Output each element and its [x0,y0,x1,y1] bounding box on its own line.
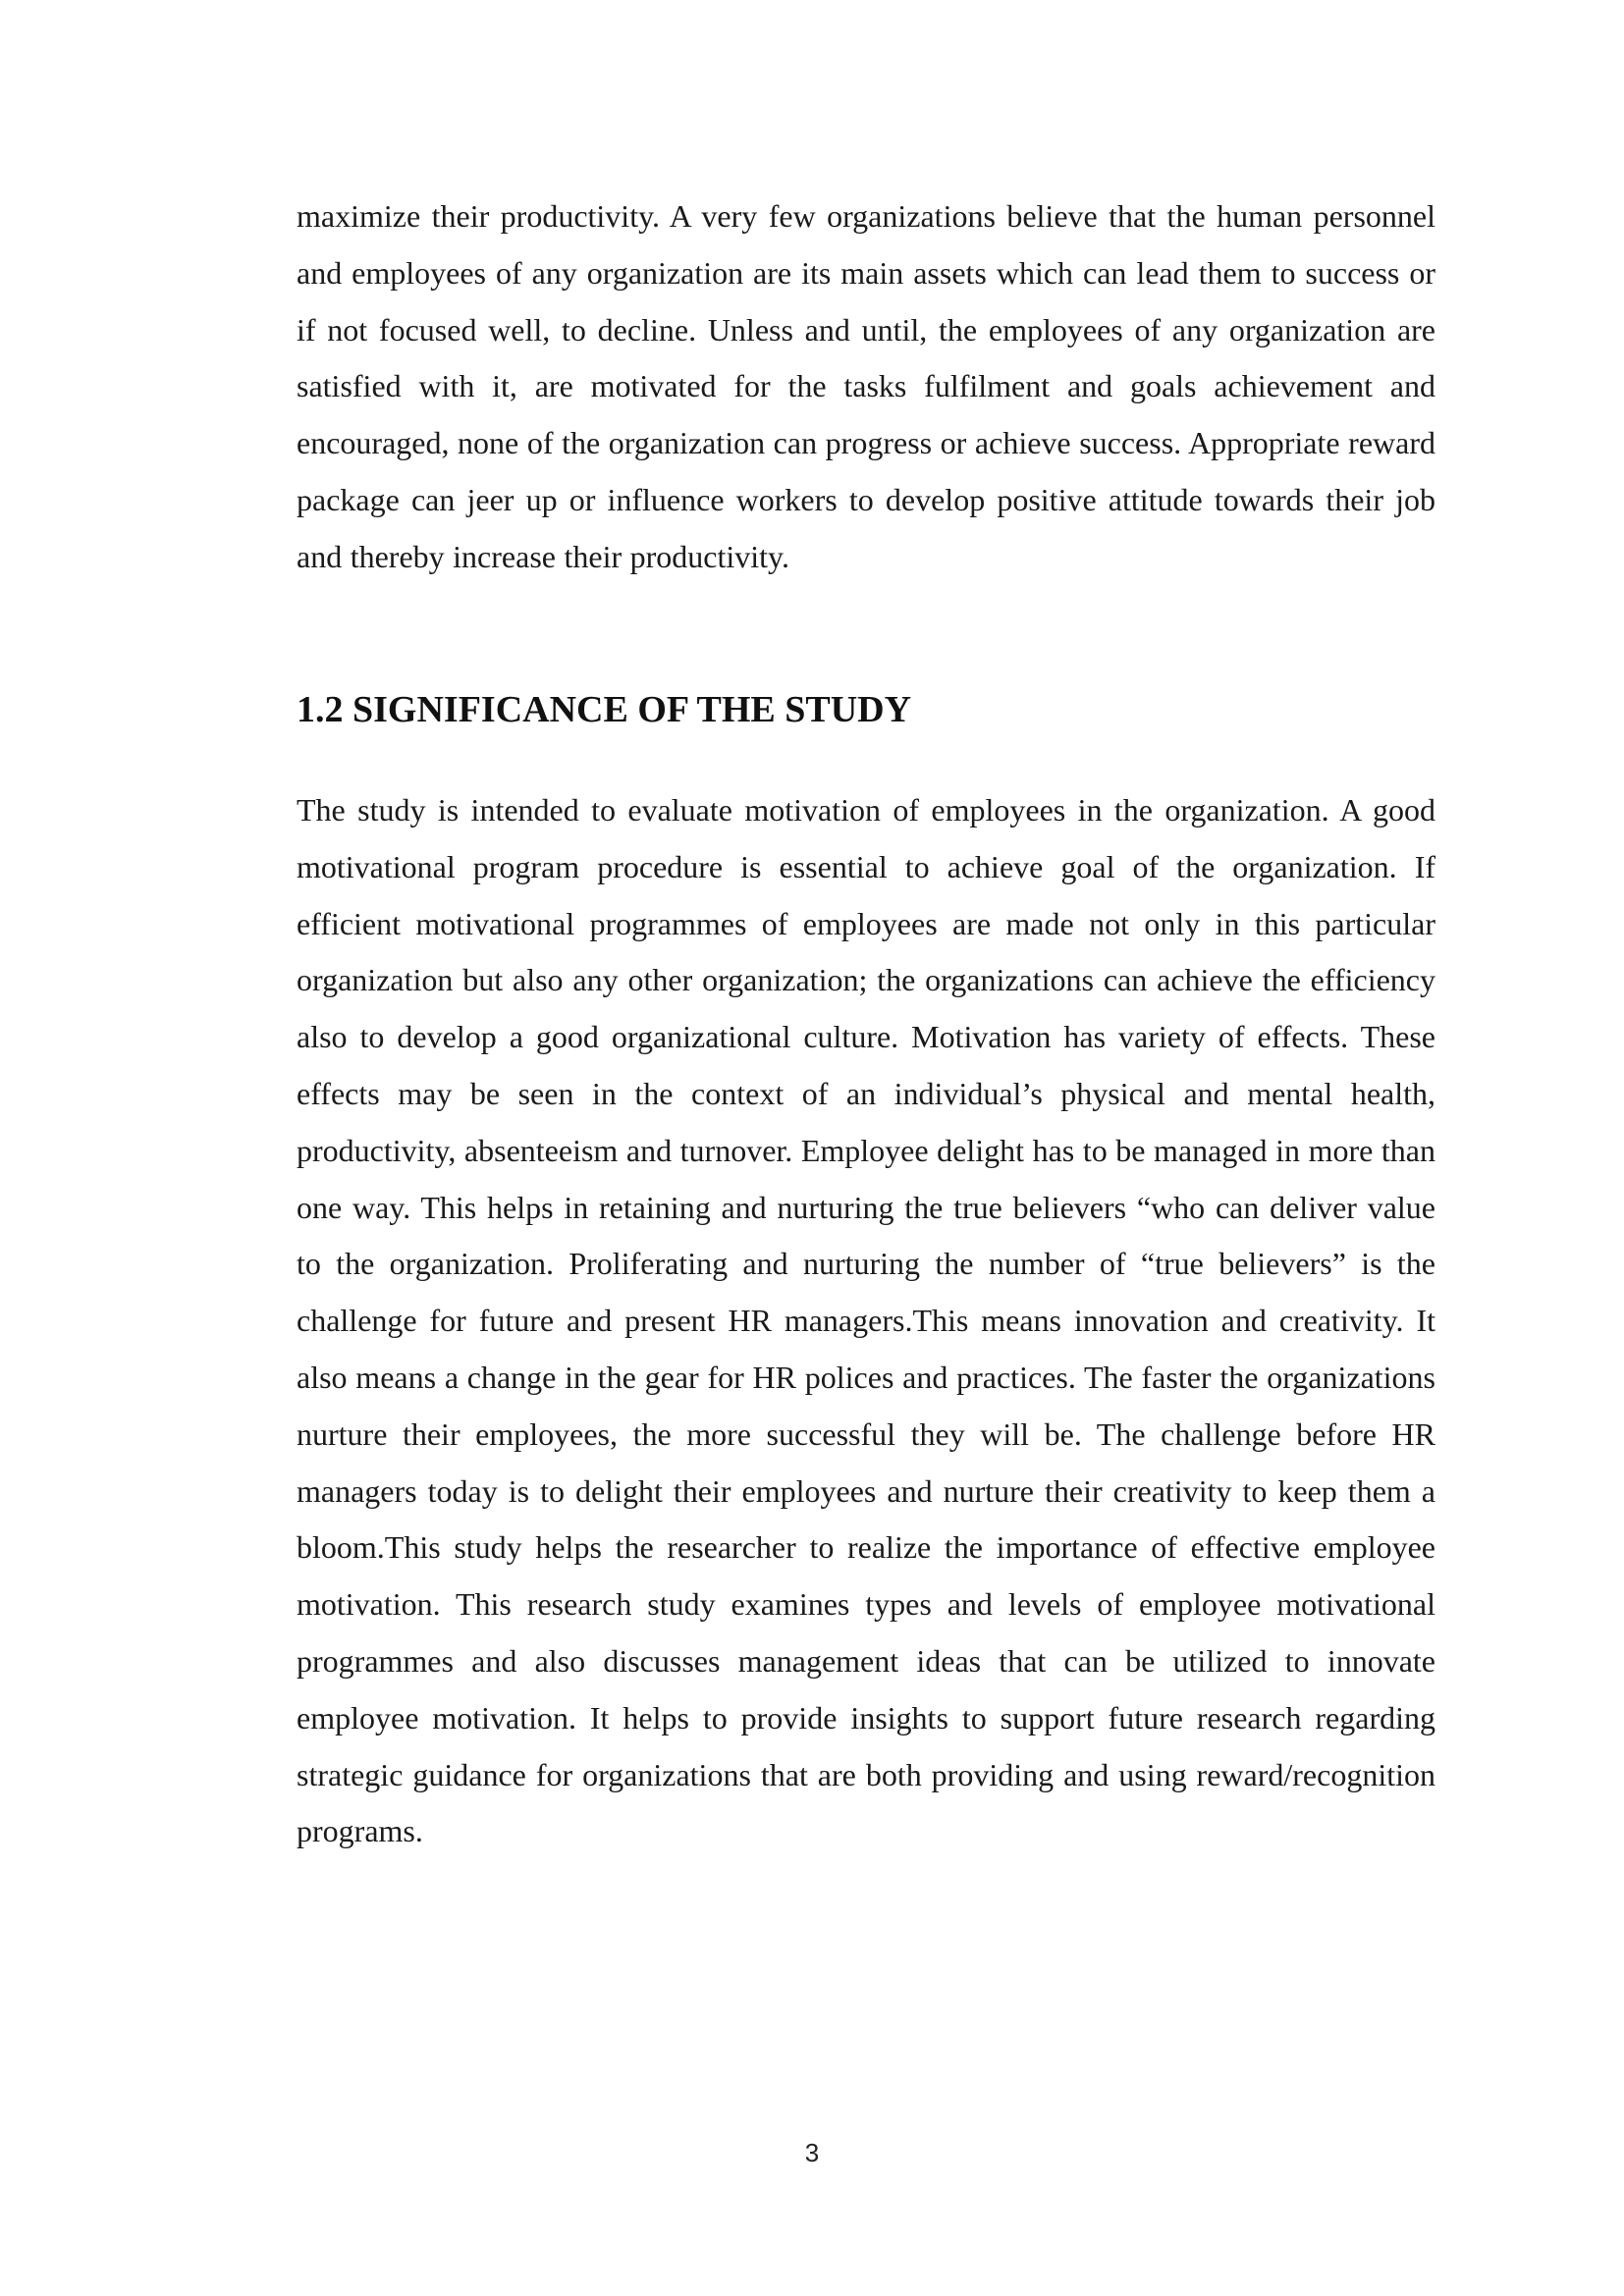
body-paragraph: maximize their productivity. A very few organizations believe that the human personnel and employees of any organization are its main assets which can lead them to success or if not focused well, to decline. Unless and until, the employees of any organization are satisfied with it, are motivated for the tasks fulfilment and goals achievement and encouraged, none of the organization can progress or achieve success. Appropriate reward package can jeer up or influence workers to develop positive attitude towards their job and thereby increase their productivity. [297,198,1435,574]
body-paragraph: The study is intended to evaluate motivation of employees in the organization. A good motivational program procedure is essential to achieve goal of the organization. If efficient motivational programmes of employees are made not only in this particular organization but also any other organization; the organizations can achieve the efficiency also to develop a good organizational culture. Motivation has variety of effects. These effects may be seen in the context of an individual’s physical and mental health, productivity, absenteeism and turnover. Employee delight has to be managed in more than one way. This helps in retaining and nurturing the true believers “who can deliver value to the organization. Proliferating and nurturing the number of “true believers” is the challenge for future and present HR managers.This means innovation and creativity. It also means a change in the gear for HR polices and practices. The faster the organizations nurture their employees, the more successful they will be. The challenge before HR managers today is to delight their employees and nurture their creativity to keep them a bloom.This study helps the researcher to realize the importance of effective employee motivation. This research study examines types and levels of employee motivational programmes and also discusses management ideas that can be utilized to innovate employee motivation. It helps to provide insights to support future research regarding strategic guidance for organizations that are both providing and using reward/recognition programs. [297,792,1435,1849]
page-number: 3 [804,2138,820,2167]
section-heading: 1.2 SIGNIFICANCE OF THE STUDY [297,689,912,730]
